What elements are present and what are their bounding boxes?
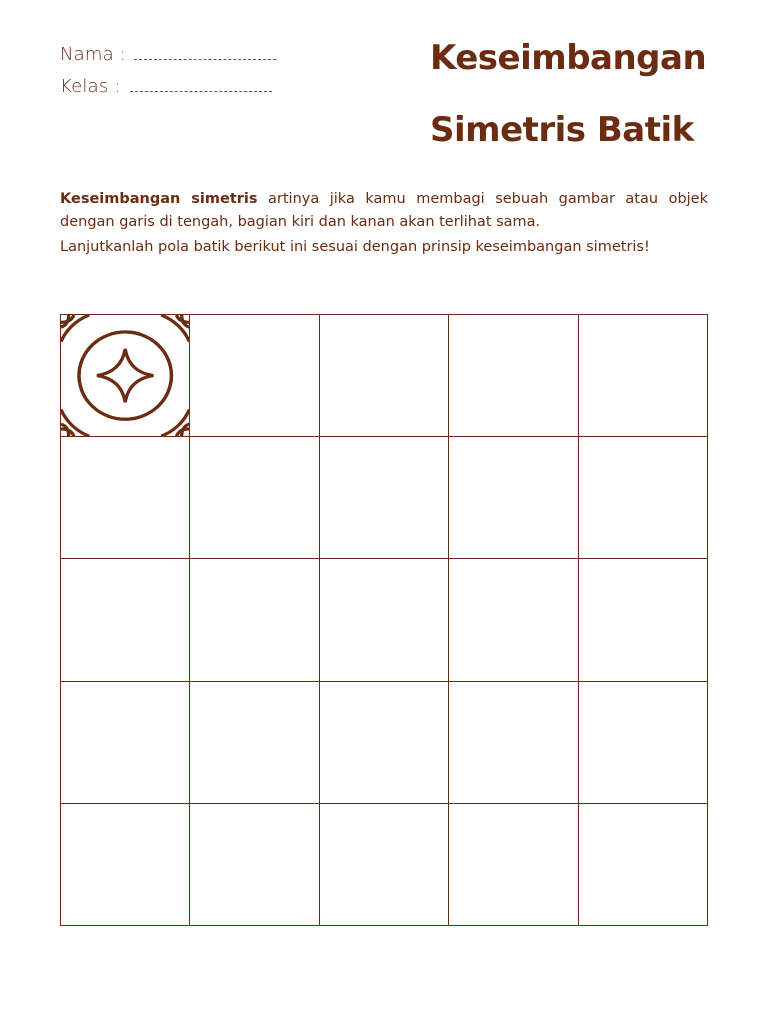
batik-motif-icon	[61, 315, 189, 436]
empty-grid-cell[interactable]	[61, 559, 190, 681]
empty-grid-cell[interactable]	[449, 682, 578, 804]
page-title-line-1: Keseimbangan	[430, 38, 707, 78]
empty-grid-cell[interactable]	[579, 559, 708, 681]
name-label: Nama :	[60, 44, 127, 65]
empty-grid-cell[interactable]	[449, 804, 578, 926]
class-input-line[interactable]	[130, 90, 272, 92]
empty-grid-cell[interactable]	[320, 682, 449, 804]
empty-grid-cell[interactable]	[190, 804, 319, 926]
empty-grid-cell[interactable]	[190, 559, 319, 681]
empty-grid-cell[interactable]	[190, 437, 319, 559]
empty-grid-cell[interactable]	[61, 804, 190, 926]
definition-paragraph	[60, 188, 708, 234]
page-title-line-2: Simetris Batik	[430, 110, 694, 150]
empty-grid-cell[interactable]	[320, 315, 449, 437]
empty-grid-cell[interactable]	[61, 682, 190, 804]
name-field[interactable]	[60, 44, 276, 65]
empty-grid-cell[interactable]	[579, 804, 708, 926]
definition-term: Keseimbangan simetris	[60, 191, 258, 207]
class-field[interactable]	[60, 76, 272, 97]
empty-grid-cell[interactable]	[449, 559, 578, 681]
empty-grid-cell[interactable]	[579, 437, 708, 559]
instruction-paragraph: Lanjutkanlah pola batik berikut ini sesuai dengan prinsip keseimbangan simetris!	[60, 239, 650, 255]
empty-grid-cell[interactable]	[190, 682, 319, 804]
empty-grid-cell[interactable]	[61, 437, 190, 559]
batik-worksheet-grid	[60, 314, 708, 926]
batik-pattern-cell	[61, 315, 190, 437]
name-input-line[interactable]	[134, 58, 276, 60]
empty-grid-cell[interactable]	[190, 315, 319, 437]
class-label: Kelas :	[60, 76, 121, 97]
empty-grid-cell[interactable]	[579, 682, 708, 804]
empty-grid-cell[interactable]	[320, 559, 449, 681]
empty-grid-cell[interactable]	[579, 315, 708, 437]
empty-grid-cell[interactable]	[320, 437, 449, 559]
empty-grid-cell[interactable]	[449, 315, 578, 437]
empty-grid-cell[interactable]	[320, 804, 449, 926]
definition-text: artinya jika kamu membagi sebuah gambar atau objek dengan garis di tengah, bagian kiri dan kanan akan terlihat sama.	[60, 191, 708, 230]
empty-grid-cell[interactable]	[449, 437, 578, 559]
